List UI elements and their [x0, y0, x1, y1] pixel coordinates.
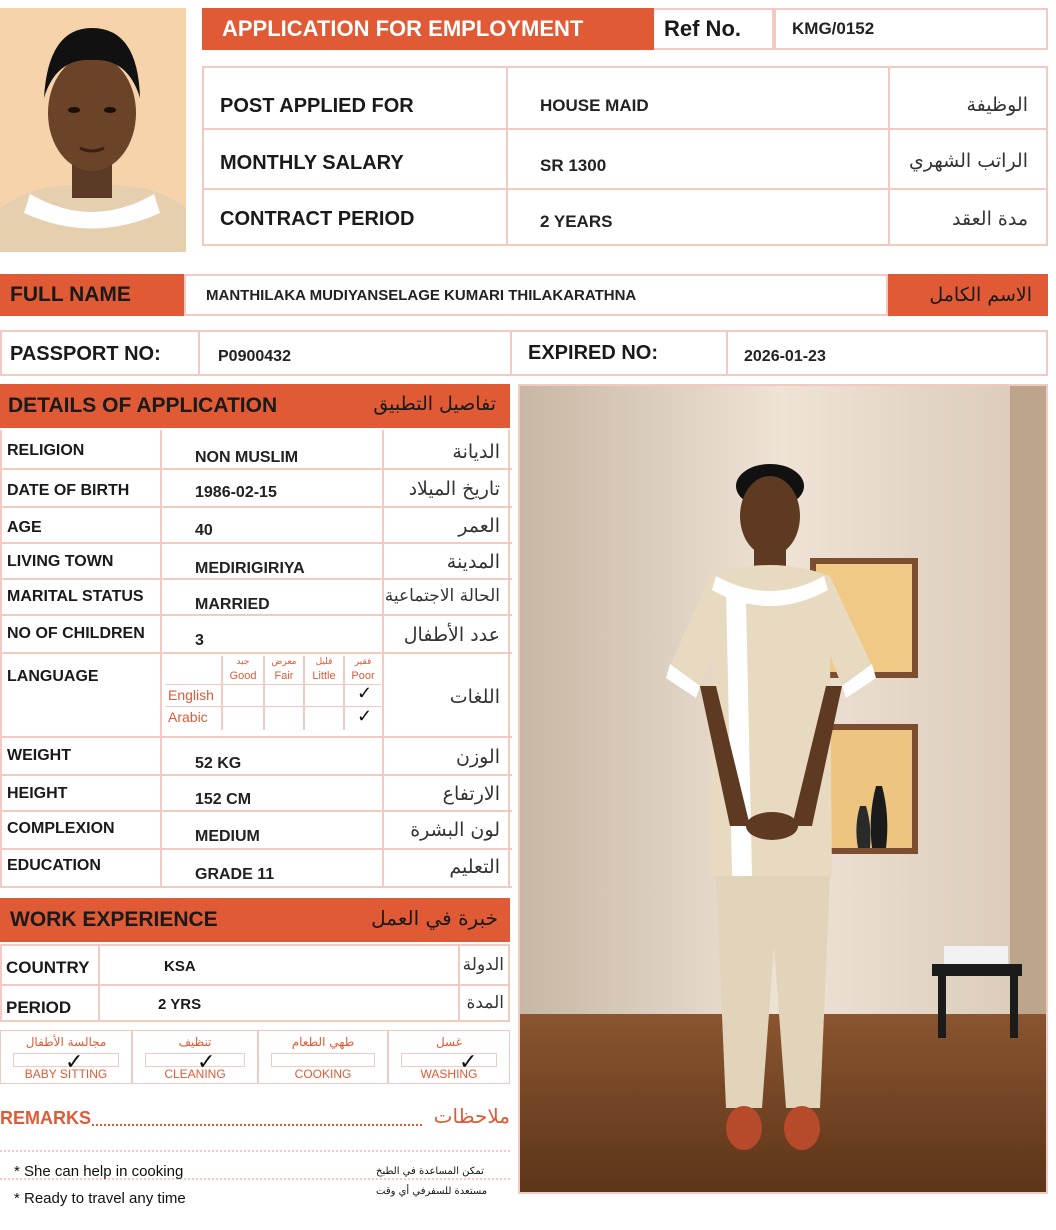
children-arabic: عدد الأطفال: [403, 624, 500, 646]
marital-row: [2, 580, 512, 616]
level-fair: [265, 658, 303, 684]
children-row: [2, 616, 512, 654]
skill-cleaning-label: CLEANING: [164, 1067, 226, 1081]
skill-cooking: [258, 1030, 388, 1084]
post-table: [202, 66, 1048, 246]
country-arabic: الدولة: [462, 955, 504, 975]
skill-cleaning: [132, 1030, 258, 1084]
level-good-label: Good: [229, 670, 257, 683]
contract-period-arabic: مدة العقد: [952, 208, 1028, 230]
weight-label: WEIGHT: [7, 747, 71, 764]
age-row: [2, 508, 512, 544]
period-label: PERIOD: [6, 998, 72, 1017]
full-name-label-cell: [0, 274, 184, 316]
monthly-salary-label: MONTHLY SALARY: [220, 152, 404, 174]
education-label: EDUCATION: [7, 857, 101, 874]
country-label: COUNTRY: [6, 958, 90, 977]
marital-label: MARITAL STATUS: [7, 588, 144, 605]
work-header: [0, 898, 510, 942]
height-value: 152 CM: [195, 791, 252, 808]
full-body-photo: [518, 384, 1048, 1194]
town-value: MEDIRIGIRIYA: [195, 560, 305, 577]
religion-arabic: الديانة: [452, 441, 500, 463]
age-arabic: العمر: [458, 515, 500, 537]
dob-value: 1986-02-15: [195, 484, 277, 501]
monthly-salary-arabic: الراتب الشهري: [909, 150, 1028, 172]
details-title-arabic: تفاصيل التطبيق: [373, 393, 496, 415]
level-poor-label: Poor: [351, 670, 375, 683]
work-table: [0, 944, 510, 1022]
ref-value-cell: [774, 8, 1048, 50]
monthly-salary-value: SR 1300: [540, 156, 607, 175]
weight-row: [2, 738, 512, 776]
level-poor-arabic: فقير: [354, 657, 372, 667]
skill-washing-arabic: غسل: [435, 1035, 463, 1049]
application-title: [202, 8, 654, 50]
level-little-label: Little: [312, 670, 336, 683]
post-applied-arabic: الوظيفة: [966, 94, 1028, 116]
work-title-arabic: خبرة في العمل: [371, 906, 498, 930]
skill-baby-sitting: [0, 1030, 132, 1084]
work-title: WORK EXPERIENCE: [10, 908, 218, 931]
level-fair-arabic: معرض: [271, 657, 297, 667]
town-arabic: المدينة: [446, 551, 500, 573]
skill-cleaning-check: ✓: [197, 1049, 216, 1074]
passport-row: [0, 330, 1048, 376]
language-row: [2, 654, 512, 738]
marital-arabic: الحالة الاجتماعية: [384, 586, 500, 606]
level-little-arabic: قليل: [315, 657, 333, 667]
town-row: [2, 544, 512, 580]
height-label: HEIGHT: [7, 785, 68, 802]
period-value: 2 YRS: [158, 996, 202, 1013]
level-little: [305, 658, 343, 684]
remark-arabic-line-1: تمكن المساعدة في الطبخ: [376, 1166, 484, 1177]
dob-row: [2, 470, 512, 508]
portrait-image: [0, 8, 186, 252]
skill-washing-check: ✓: [459, 1049, 478, 1074]
remarks-arabic: ملاحظات: [433, 1104, 510, 1128]
portrait-photo: [0, 8, 186, 252]
full-name-value-cell: [184, 274, 888, 316]
weight-arabic: الوزن: [455, 746, 500, 768]
height-row: [2, 776, 512, 812]
arabic-poor-check: ✓: [357, 706, 373, 726]
application-title-text: APPLICATION FOR EMPLOYMENT: [222, 16, 584, 41]
complexion-label: COMPLEXION: [7, 820, 115, 837]
full-name-value: MANTHILAKA MUDIYANSELAGE KUMARI THILAKARATHNA: [206, 286, 637, 304]
complexion-arabic: لون البشرة: [410, 819, 500, 841]
dob-arabic: تاريخ الميلاد: [408, 478, 500, 500]
religion-label: RELIGION: [7, 442, 85, 459]
education-value: GRADE 11: [195, 866, 275, 883]
expired-label: EXPIRED NO:: [528, 342, 659, 364]
skill-cleaning-arabic: تنظيف: [178, 1035, 212, 1049]
skill-baby-sitting-check: ✓: [65, 1049, 84, 1074]
passport-value: P0900432: [218, 348, 291, 365]
remarks-label: REMARKS: [0, 1108, 92, 1128]
complexion-value: MEDIUM: [195, 828, 260, 845]
details-header: [0, 384, 510, 428]
english-poor-check: ✓: [357, 683, 373, 703]
level-good-arabic: جيد: [236, 657, 250, 667]
age-label: AGE: [7, 519, 42, 536]
remark-line-2: * Ready to travel any time: [14, 1190, 186, 1207]
education-arabic: التعليم: [449, 856, 500, 878]
ref-label-cell: [654, 8, 774, 50]
country-value: KSA: [164, 958, 196, 975]
post-applied-value: HOUSE MAID: [540, 96, 649, 115]
full-name-label: FULL NAME: [10, 283, 131, 306]
skill-washing-label: WASHING: [420, 1067, 478, 1081]
remarks-section: [0, 1102, 512, 1214]
period-arabic: المدة: [466, 993, 504, 1013]
post-applied-label: POST APPLIED FOR: [220, 95, 414, 117]
language-english: English: [168, 687, 214, 703]
dob-label: DATE OF BIRTH: [7, 482, 130, 499]
level-poor: [345, 658, 381, 684]
religion-row: [2, 430, 512, 470]
details-table: [0, 430, 510, 888]
children-label: NO OF CHILDREN: [7, 625, 145, 642]
skill-washing: [388, 1030, 510, 1084]
full-name-arabic: الاسم الكامل: [929, 284, 1032, 306]
religion-value: NON MUSLIM: [195, 449, 299, 466]
full-name-arabic-cell: [888, 274, 1048, 316]
weight-value: 52 KG: [195, 755, 242, 772]
skill-cooking-label: COOKING: [294, 1067, 352, 1081]
skill-baby-sitting-label: BABY SITTING: [24, 1067, 108, 1081]
remark-arabic-line-2: مستعدة للسفرفي أي وقت: [376, 1186, 488, 1197]
marital-value: MARRIED: [195, 596, 270, 613]
passport-label: PASSPORT NO:: [10, 343, 161, 365]
town-label: LIVING TOWN: [7, 553, 114, 570]
ref-label: Ref No.: [664, 16, 741, 41]
complexion-row: [2, 812, 512, 850]
expired-value: 2026-01-23: [744, 348, 826, 365]
children-value: 3: [195, 632, 204, 649]
language-arabic-name: Arabic: [168, 709, 208, 725]
contract-period-value: 2 YEARS: [540, 212, 613, 231]
details-title: DETAILS OF APPLICATION: [8, 394, 278, 417]
education-row: [2, 850, 512, 888]
language-label: LANGUAGE: [7, 668, 99, 685]
age-value: 40: [195, 522, 213, 539]
skill-cooking-arabic: طهي الطعام: [291, 1035, 355, 1049]
contract-period-label: CONTRACT PERIOD: [220, 208, 415, 230]
remark-line-1: * She can help in cooking: [14, 1163, 184, 1180]
full-body-image: [520, 386, 1046, 1192]
ref-value: KMG/0152: [792, 19, 875, 38]
height-arabic: الارتفاع: [442, 783, 500, 805]
level-fair-label: Fair: [274, 670, 294, 683]
language-grid: [165, 656, 381, 732]
language-arabic: اللغات: [449, 686, 500, 708]
skill-baby-sitting-arabic: مجالسة الأطفال: [25, 1035, 107, 1049]
level-good: [223, 658, 263, 684]
